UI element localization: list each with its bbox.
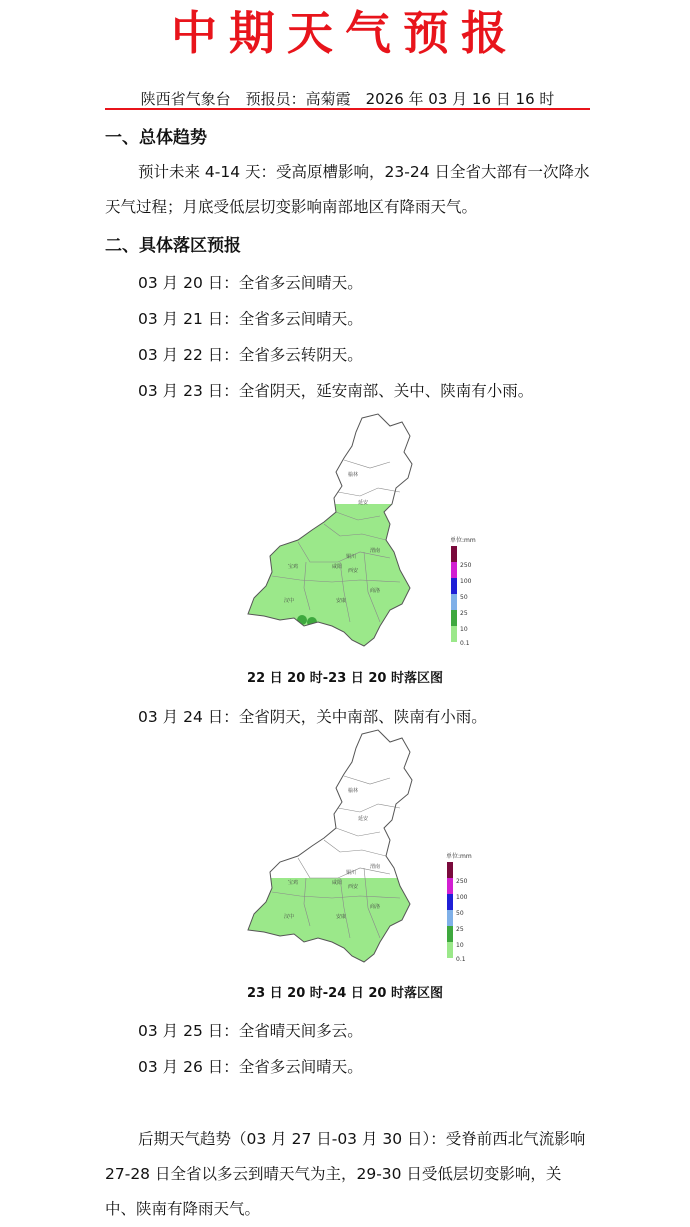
precipitation-legend (450, 536, 476, 647)
day-forecast-0322: 03 月 22 日：全省多云转阴天。 (138, 346, 363, 364)
svg-text:商洛: 商洛 (370, 588, 381, 594)
day-forecast-0324: 03 月 24 日：全省阴天，关中南部、陕南有小雨。 (138, 708, 487, 726)
rainfall-map-0324 (240, 728, 480, 978)
day-forecast-0326: 03 月 26 日：全省多云间晴天。 (138, 1058, 363, 1076)
svg-text:安康: 安康 (336, 598, 347, 604)
day-forecast-0320: 03 月 20 日：全省多云间晴天。 (138, 274, 363, 292)
moderate-rain-spot (307, 617, 317, 627)
section-heading-forecast: 二、具体落区预报 (105, 236, 241, 256)
day-forecast-0323: 03 月 23 日：全省阴天，延安南部、关中、陕南有小雨。 (138, 382, 534, 400)
map-caption-2: 23 日 20 时-24 日 20 时落区图 (247, 986, 443, 1001)
svg-text:安康: 安康 (336, 914, 347, 920)
red-divider (105, 108, 590, 110)
svg-text:100: 100 (456, 894, 468, 901)
svg-text:50: 50 (460, 594, 468, 601)
svg-text:250: 250 (456, 878, 468, 885)
svg-text:铜川: 铜川 (346, 554, 357, 560)
svg-text:宝鸡: 宝鸡 (288, 880, 299, 886)
svg-text:25: 25 (460, 610, 468, 617)
precipitation-legend (446, 852, 472, 963)
svg-text:汉中: 汉中 (284, 598, 295, 604)
svg-text:10: 10 (460, 626, 468, 633)
svg-text:25: 25 (456, 926, 464, 933)
svg-text:延安: 延安 (358, 500, 369, 506)
svg-text:咸阳: 咸阳 (332, 564, 343, 570)
svg-text:西安: 西安 (348, 568, 359, 574)
svg-text:榆林: 榆林 (348, 788, 359, 794)
light-rain-zone (240, 504, 480, 662)
outlook-paragraph: 后期天气趋势（03 月 27 日-03 月 30 日）：受脊前西北气流影响 27-28 日全省以多云到晴天气为主，29-30 日受低层切变影响，关中、陕南有降雨天气。 (105, 1130, 586, 1218)
map-caption-1: 22 日 20 时-23 日 20 时落区图 (247, 671, 443, 686)
svg-text:榆林: 榆林 (348, 472, 359, 478)
trend-paragraph: 预计未来 4-14 天：受高原槽影响，23-24 日全省大部有一次降水天气过程；月底受低层切变影响南部地区有降雨天气。 (105, 163, 590, 216)
svg-text:10: 10 (456, 942, 464, 949)
svg-text:商洛: 商洛 (370, 904, 381, 910)
svg-text:铜川: 铜川 (346, 870, 357, 876)
rainfall-map-0323 (240, 412, 480, 662)
svg-text:延安: 延安 (358, 816, 369, 822)
svg-text:100: 100 (460, 578, 472, 585)
day-forecast-0321: 03 月 21 日：全省多云间晴天。 (138, 310, 363, 328)
svg-text:宝鸡: 宝鸡 (288, 564, 299, 570)
section-heading-trend: 一、总体趋势 (105, 128, 207, 148)
svg-text:0.1: 0.1 (456, 956, 466, 963)
svg-text:单位:mm: 单位:mm (450, 537, 476, 544)
svg-text:250: 250 (460, 562, 472, 569)
svg-text:西安: 西安 (348, 884, 359, 890)
moderate-rain-spot (297, 615, 307, 625)
svg-text:渭南: 渭南 (370, 864, 381, 870)
svg-text:0.1: 0.1 (460, 640, 470, 647)
svg-text:单位:mm: 单位:mm (446, 853, 472, 860)
svg-text:50: 50 (456, 910, 464, 917)
svg-text:汉中: 汉中 (284, 914, 295, 920)
issuer-line: 陕西省气象台 预报员：高菊霞 2026 年 03 月 16 日 16 时 (140, 90, 555, 108)
svg-text:渭南: 渭南 (370, 548, 381, 554)
svg-text:咸阳: 咸阳 (332, 880, 343, 886)
light-rain-zone (240, 878, 480, 978)
day-forecast-0325: 03 月 25 日：全省晴天间多云。 (138, 1022, 363, 1040)
report-title: 中期天气预报 (171, 6, 519, 60)
